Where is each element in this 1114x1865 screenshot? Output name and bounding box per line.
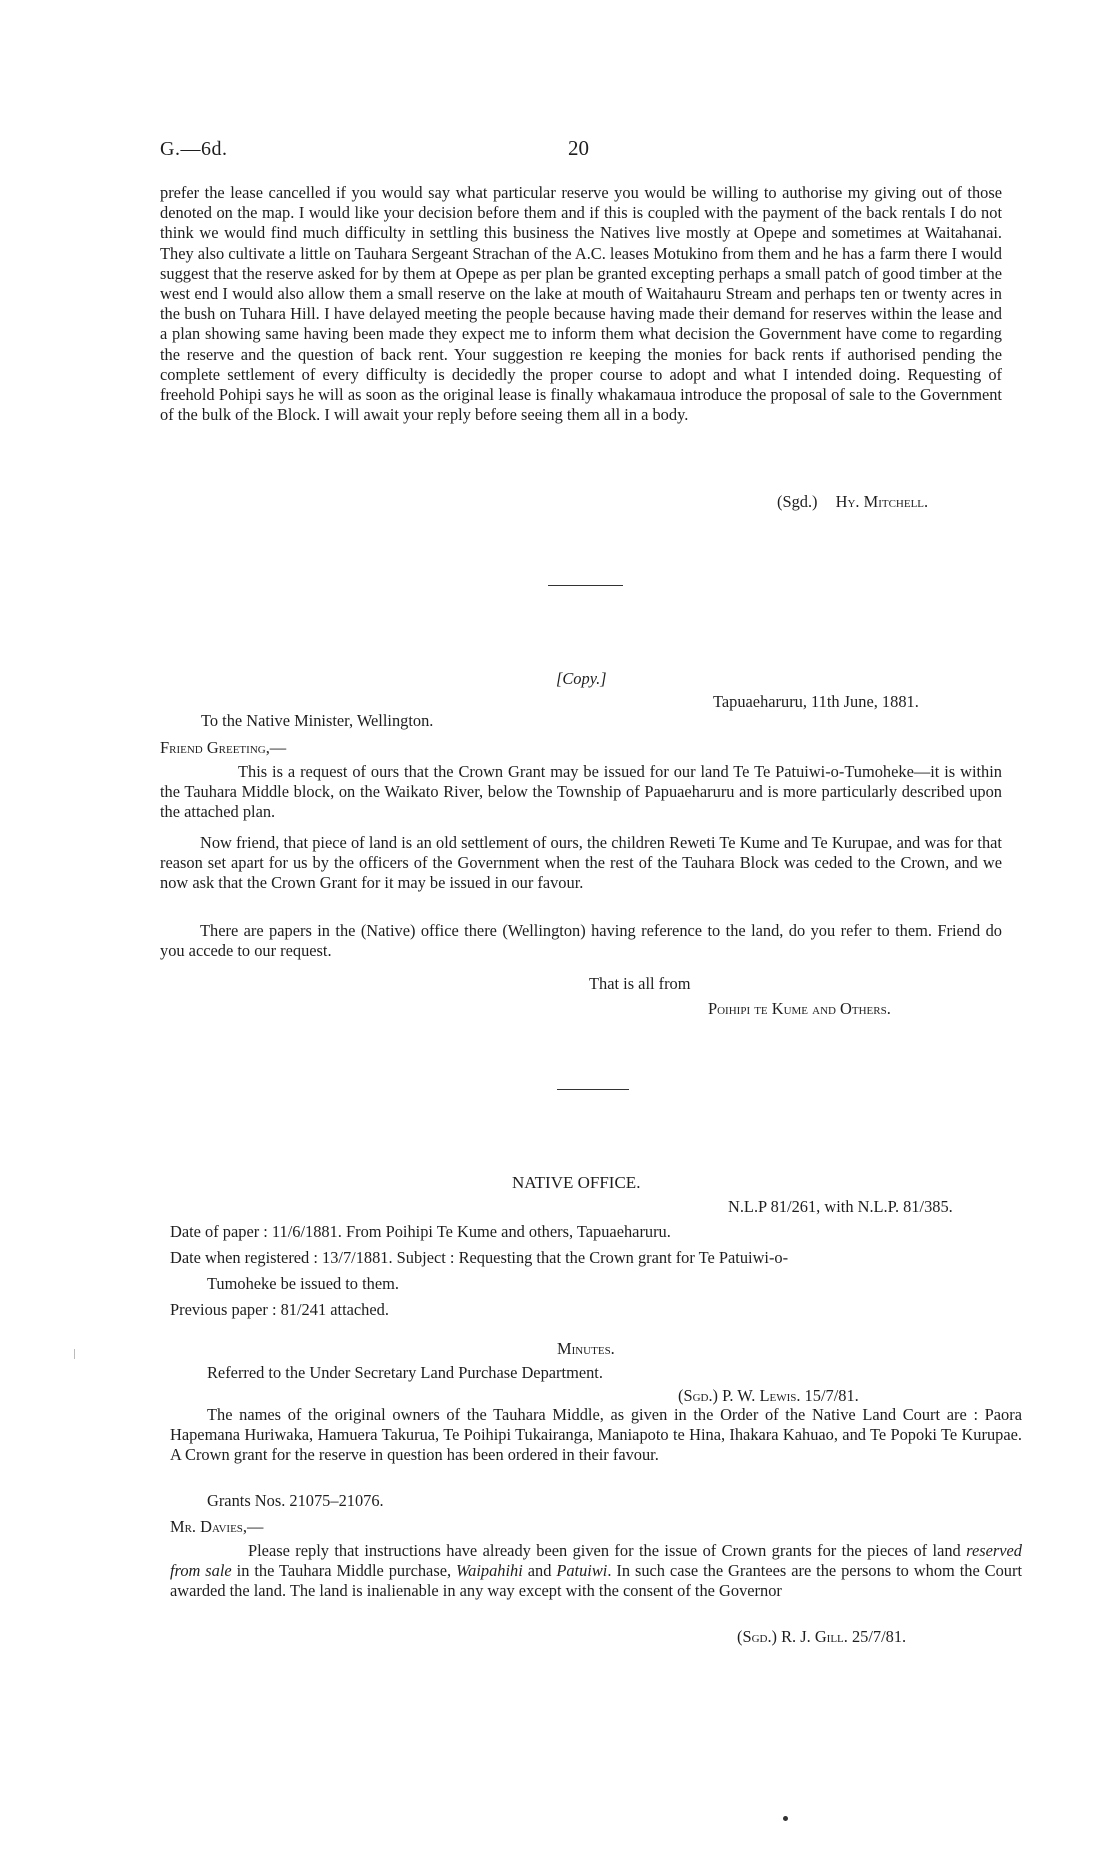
- reply-italic-1: reserved from sale: [170, 1541, 1022, 1581]
- addressee-mr-davies: Mr. Davies,—: [170, 1517, 264, 1536]
- scan-speck: [74, 1349, 75, 1359]
- date-registered-continued: Tumoheke be issued to them.: [207, 1274, 399, 1293]
- grant-numbers: Grants Nos. 21075–21076.: [207, 1491, 384, 1510]
- ink-mark: [783, 1816, 788, 1821]
- reply-text-1: Please reply that instructions have already been given for the issue of Crown grants for the pieces of land: [248, 1541, 967, 1560]
- mitchell-signature: [777, 492, 928, 512]
- minutes-heading: Minutes.: [557, 1339, 615, 1358]
- owners-paragraph: The names of the original owners of the Tauhara Middle, as given in the Order of the Native Land Court are : Paora Hapemana Huriwaka, Hamuera Takurua, Te Poihipi Tukairanga, Maniapoto te Hina, Ihakara Kahuao, and Te Popoki Te Kurupae. A Crown grant for the reserve in question has been ordered in their favour.: [170, 1405, 1022, 1465]
- letter-closing: That is all from: [589, 974, 691, 993]
- date-of-paper: Date of paper : 11/6/1881. From Poihipi Te Kume and others, Tapuaeharuru.: [170, 1222, 671, 1241]
- letter-addressee: To the Native Minister, Wellington.: [201, 711, 434, 730]
- mitchell-letter-body: prefer the lease cancelled if you would say what particular reserve you would be willing to authorise my giving out of those denoted on the map. I would like your decision before them and if this is coupled with the payment of the back rentals I do not think we would find much difficulty in settling this business the Natives live mostly at Opepe and sometimes at Waitahanai. They also cultivate a little on Tauhara Sergeant Strachan of the A.C. leases Motukino from them and he has a farm there I would suggest that the reserve asked for by them at Opepe as per plan be granted excepting perhaps a small patch of good timber at the west end I would also allow them a small reserve on the lake at mouth of Waitahauru Stream and perhaps ten or twenty acres in the bush on Tuhara Hill. I have delayed meeting the people because having made their demand for reserves within the lease and a plan showing same having been made they expect me to inform them what decision the Government have come to regarding the reserve and the question of back rent. Your suggestion re keeping the monies for back rents if authorised pending the complete settlement of every difficulty is decidedly the proper course to adopt and what I intended doing. Requesting of freehold Pohipi says he will as soon as the original lease is finally whakamaua introduce the proposal of sale to the Government of the bulk of the Block. I will await your reply before seeing them all in a body.: [160, 183, 1002, 425]
- page-number: 20: [568, 136, 589, 160]
- letter-place-date: Tapuaeharuru, 11th June, 1881.: [713, 692, 919, 711]
- letter-salutation: Friend Greeting,—: [160, 738, 287, 757]
- reply-paragraph: [170, 1541, 1022, 1602]
- copy-paragraph-3: There are papers in the (Native) office there (Wellington) having reference to the land, do you refer to them. Friend do you accede to our request.: [160, 921, 1002, 961]
- section-divider: [557, 1089, 629, 1090]
- minute-referred: Referred to the Under Secretary Land Purchase Department.: [207, 1363, 603, 1382]
- parliamentary-paper-reference: G.—6d.: [160, 138, 228, 160]
- gill-signature: (Sgd.) R. J. Gill. 25/7/81.: [737, 1627, 907, 1646]
- reply-text-3: and: [522, 1561, 557, 1581]
- native-office-title: NATIVE OFFICE.: [512, 1173, 641, 1192]
- copy-label: [Copy.]: [556, 669, 607, 688]
- copy-paragraph-2: Now friend, that piece of land is an old settlement of ours, the children Reweti Te Kume and Te Kurupae, and was for that reason set apart for us by the officers of the Government when the rest of the Tauhara Block was ceded to the Crown, and we now ask that the Crown Grant for it may be issued in our favour.: [160, 833, 1002, 893]
- signature-name: Hy. Mitchell.: [835, 492, 929, 511]
- reply-text-2: in the Tauhara Middle purchase,: [231, 1561, 457, 1581]
- reply-italic-3: Patuiwi: [556, 1561, 608, 1581]
- section-divider: [548, 585, 623, 586]
- date-registered: Date when registered : 13/7/1881. Subject : Requesting that the Crown grant for Te Patuiwi-o-: [170, 1248, 789, 1267]
- reply-text-4: . In such case the Grantees are the persons to whom the Court awarded the land. The land is inalienable in any way except with the consent of the Governor: [170, 1561, 1022, 1601]
- previous-paper: Previous paper : 81/241 attached.: [170, 1300, 389, 1319]
- reply-italic-2: Waipahihi: [456, 1561, 523, 1581]
- lewis-signature: (Sgd.) P. W. Lewis. 15/7/81.: [678, 1386, 859, 1405]
- letter-signatory: Poihipi te Kume and Others.: [708, 999, 891, 1018]
- signature-prefix: (Sgd.): [777, 492, 818, 511]
- copy-paragraph-1: This is a request of ours that the Crown Grant may be issued for our land Te Te Patuiwi-o-Tumoheke—it is within the Tauhara Middle block, on the Waikato River, below the Township of Papuaeharuru and is more particularly described upon the attached plan.: [160, 762, 1002, 822]
- native-office-reference: N.L.P 81/261, with N.L.P. 81/385.: [728, 1197, 953, 1216]
